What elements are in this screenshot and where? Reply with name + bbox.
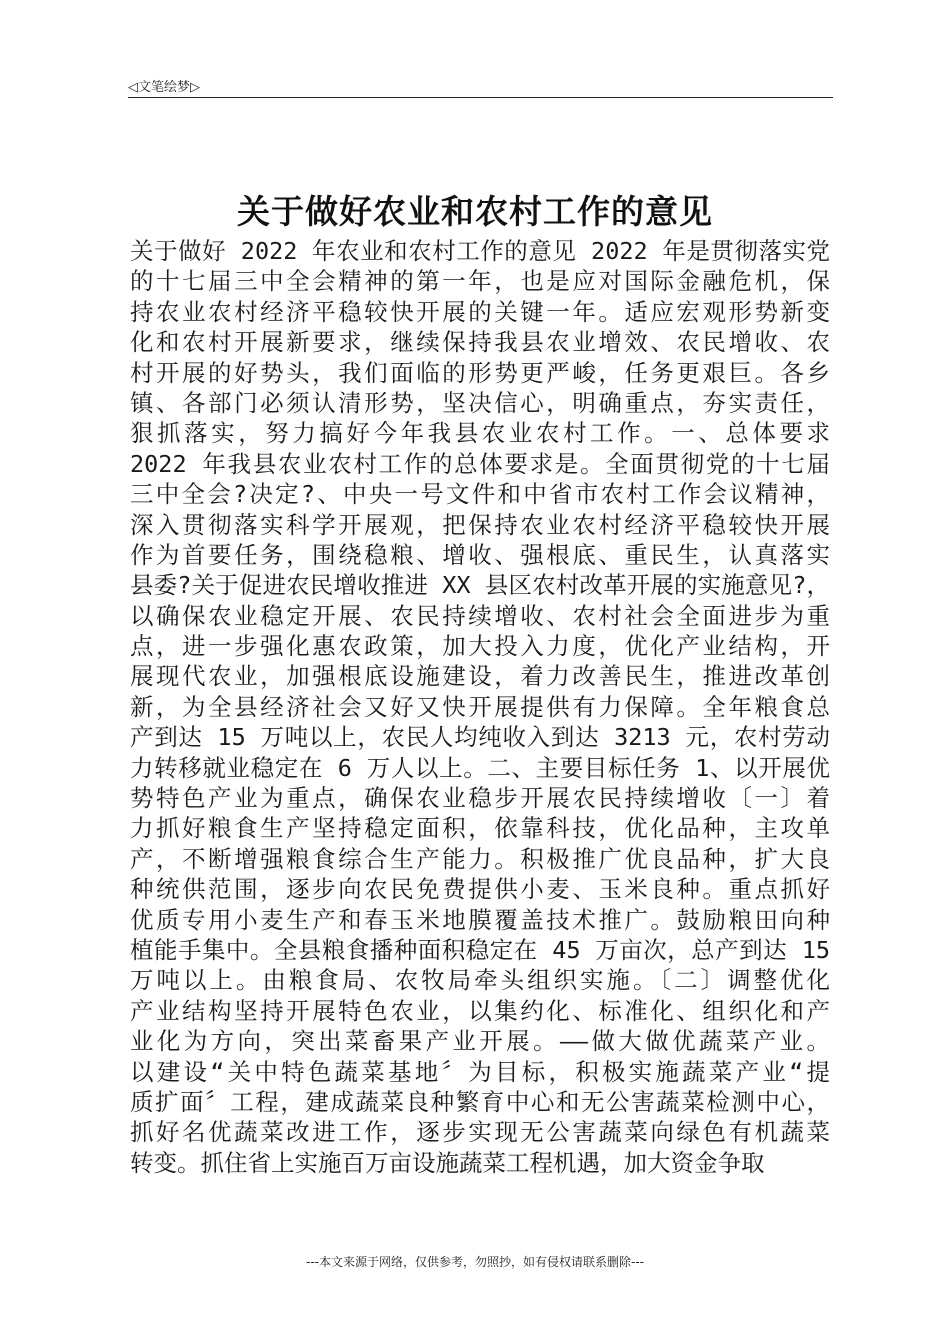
document-title: 关于做好农业和农村工作的意见 <box>237 192 713 231</box>
body-line: 以确保农业稳定开展、农民持续增收、农村社会全面进步为重 <box>130 601 830 630</box>
body-line: 抓好名优蔬菜改进工作，逐步实现无公害蔬菜向绿色有机蔬菜 <box>130 1118 830 1147</box>
body-line: 深入贯彻落实科学开展观，把保持农业农村经济平稳较快开展 <box>130 510 830 539</box>
body-line: 力转移就业稳定在 6 万人以上。二、主要目标任务 1、以开展优 <box>130 753 830 782</box>
body-line: 的十七届三中全会精神的第一年，也是应对国际金融危机，保 <box>130 267 830 296</box>
body-line: 新，为全县经济社会又好又快开展提供有力保障。全年粮食总 <box>130 692 830 721</box>
header-rule <box>128 97 833 98</box>
page-header <box>128 74 833 96</box>
body-line: 化和农村开展新要求，继续保持我县农业增效、农民增收、农 <box>130 328 830 357</box>
body-line: 力抓好粮食生产坚持稳定面积，依靠科技，优化品种，主攻单 <box>130 814 830 843</box>
page-footer: ---本文来源于网络，仅供参考，勿照抄，如有侵权请联系删除--- <box>306 1255 644 1269</box>
body-line: 县委?关于促进农民增收推进 XX 县区农村改革开展的实施意见?， <box>130 571 830 600</box>
header-logo-text: ◁文笔绘梦▷ <box>128 80 200 95</box>
body-line: 点，进一步强化惠农政策，加大投入力度，优化产业结构，开 <box>130 632 830 661</box>
body-line: 镇、各部门必须认清形势，坚决信心，明确重点，夯实责任， <box>130 388 830 417</box>
body-line: 狠抓落实，努力搞好今年我县农业农村工作。一、总体要求 <box>130 419 830 448</box>
body-line: 转变。抓住省上实施百万亩设施蔬菜工程机遇，加大资金争取 <box>130 1148 765 1177</box>
body-line: 优质专用小麦生产和春玉米地膜覆盖技术推广。鼓励粮田向种 <box>130 905 830 934</box>
body-line: 业化为方向，突出菜畜果产业开展。——做大做优蔬菜产业。 <box>130 1027 830 1056</box>
body-line: 展现代农业，加强根底设施建设，着力改善民生，推进改革创 <box>130 662 830 691</box>
body-line: 2022 年我县农业农村工作的总体要求是。全面贯彻党的十七届 <box>130 449 830 478</box>
body-line: 产到达 15 万吨以上，农民人均纯收入到达 3213 元，农村劳动 <box>130 723 830 752</box>
body-line: 产业结构坚持开展特色农业，以集约化、标准化、组织化和产 <box>130 996 830 1025</box>
body-line: 植能手集中。全县粮食播种面积稳定在 45 万亩次，总产到达 15 <box>130 935 830 964</box>
body-line: 关于做好 2022 年农业和农村工作的意见 2022 年是贯彻落实党 <box>130 237 830 265</box>
body-line: 作为首要任务，围绕稳粮、增收、强根底、重民生，认真落实 <box>130 540 830 569</box>
body-line: 万吨以上。由粮食局、农牧局牵头组织实施。〔二〕调整优化 <box>130 966 830 995</box>
body-line: 种统供范围，逐步向农民免费提供小麦、玉米良种。重点抓好 <box>130 875 830 904</box>
document-body <box>130 236 830 1178</box>
body-line: 三中全会?决定?、中央一号文件和中省市农村工作会议精神， <box>130 480 830 509</box>
body-line: 以建设“关中特色蔬菜基地〞为目标，积极实施蔬菜产业“提 <box>130 1057 830 1086</box>
body-line: 势特色产业为重点，确保农业稳步开展农民持续增收〔一〕着 <box>130 784 830 813</box>
body-line: 村开展的好势头，我们面临的形势更严峻，任务更艰巨。各乡 <box>130 358 830 387</box>
body-line: 质扩面〞工程，建成蔬菜良种繁育中心和无公害蔬菜检测中心， <box>130 1087 830 1116</box>
body-line: 产，不断增强粮食综合生产能力。积极推广优良品种，扩大良 <box>130 844 830 873</box>
body-line: 持农业农村经济平稳较快开展的关键一年。适应宏观形势新变 <box>130 297 830 326</box>
